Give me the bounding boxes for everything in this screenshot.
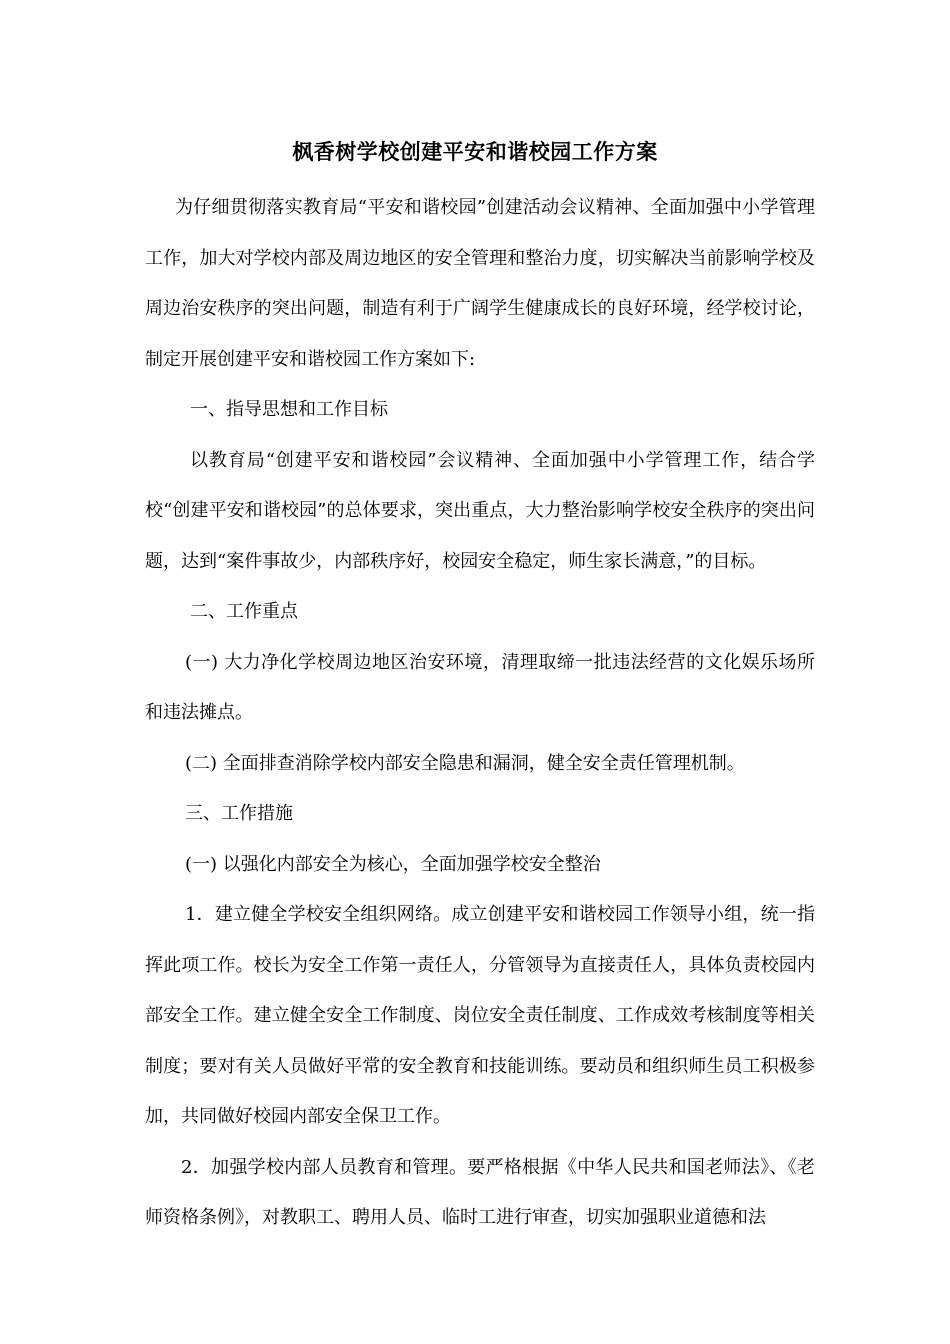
guiding-ideology-paragraph: 以教育局“创建平安和谐校园”会议精神、全面加强中小学管理工作，结合学校“创建平安和谐校园”的总体要求，突出重点，大力整治影响学校安全秩序的突出问题，达到“案件事故少，内部秩序好，校园安全稳定，师生家长满意，”的目标。 (145, 449, 815, 572)
measure-item-2: 2．加强学校内部人员教育和管理。要严格根据《中华人民共和国老师法》、《老师资格条例》，对教职工、聘用人员、临时工进行审查，切实加强职业道德和法 (145, 1156, 815, 1228)
work-measures-subheading-1: (一) 以强化内部安全为核心，全面加强学校安全整治 (185, 853, 601, 875)
measure-item-1: 1．建立健全学校安全组织网络。成立创建平安和谐校园工作领导小组，统一指挥此项工作。校长为安全工作第一责任人，分管领导为直接责任人，具体负责校园内部安全工作。建立健全安全工作制度、岗位安全责任制度、工作成效考核制度等相关制度；要对有关人员做好平常的安全教育和技能训练。要动员和组织师生员工积极参加，共同做好校园内部安全保卫工作。 (145, 904, 815, 1127)
work-focus-item-1: (一) 大力净化学校周边地区治安环境，清理取缔一批违法经营的文化娱乐场所和违法摊点。 (145, 651, 815, 723)
work-focus-item-2: (二) 全面排查消除学校内部安全隐患和漏洞，健全安全责任管理机制。 (185, 752, 745, 774)
section-heading-guiding-ideology: 一、指导思想和工作目标 (190, 399, 388, 420)
document-title: 枫香树学校创建平安和谐校园工作方案 (292, 139, 658, 164)
intro-paragraph: 为仔细贯彻落实教育局“平安和谐校园”创建活动会议精神、全面加强中小学管理工作，加大对学校内部及周边地区的安全管理和整治力度，切实解决当前影响学校及周边治安秩序的突出问题，制造有利于广阔学生健康成长的良好环境，经学校讨论，制定开展创建平安和谐校园工作方案如下: (145, 197, 815, 370)
document-body (145, 183, 815, 1244)
section-heading-work-focus: 二、工作重点 (190, 601, 298, 622)
section-heading-work-measures: 三、工作措施 (185, 803, 293, 824)
